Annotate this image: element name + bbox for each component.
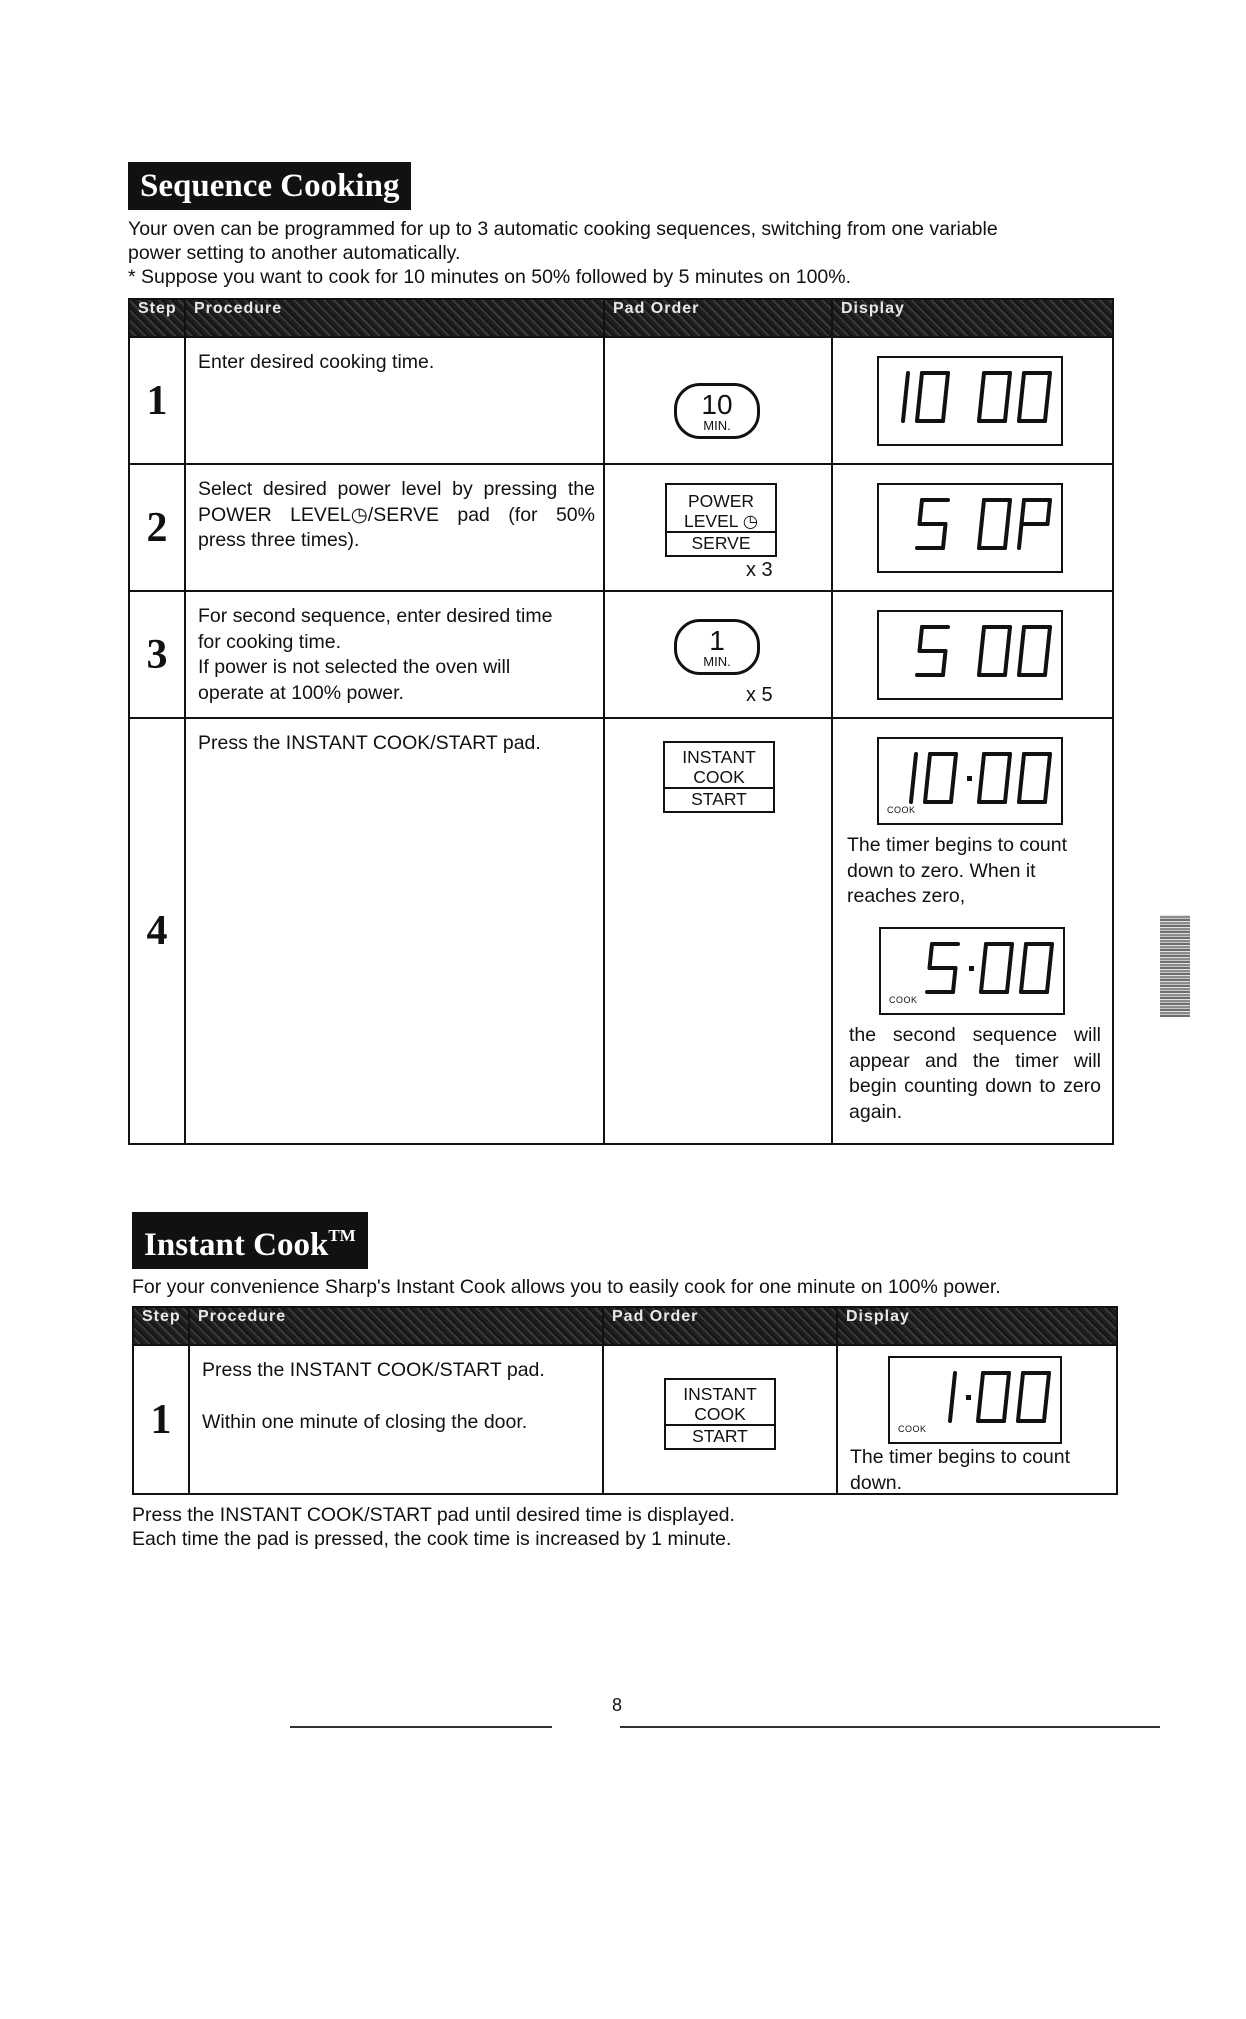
instant-steps-table: [132, 1306, 1118, 1495]
bottom-rule-right: [620, 1726, 1160, 1728]
lcd-digits: [879, 358, 1061, 444]
pad-line: POWER: [687, 491, 755, 511]
pad-line: LEVEL ◷: [667, 511, 775, 533]
pad-order-cell: [604, 591, 832, 718]
pad-line: INSTANT: [682, 747, 756, 767]
lcd-digit: [979, 754, 1010, 802]
instant-intro: For your convenience Sharp's Instant Cook allows you to easily cook for one minute on 100% power.: [132, 1276, 1001, 1298]
sequence-table-header: [129, 299, 1113, 337]
pad-big-label: 1: [709, 625, 725, 656]
lcd-digit: [978, 1373, 1009, 1421]
step-number: 4: [129, 718, 185, 1144]
table-row: [129, 718, 1113, 1144]
lcd-digit: [1018, 1373, 1049, 1421]
display-cell: [832, 464, 1113, 591]
display-note: The timer begins to count down.: [850, 1446, 1071, 1494]
instant-footer-line-1: Press the INSTANT COOK/START pad until desired time is displayed.: [132, 1504, 735, 1526]
procedure-line: operate at 100% power.: [198, 681, 404, 704]
sequence-steps-table: [128, 298, 1114, 1145]
step-procedure: Select desired power level by pressing the POWER LEVEL◷/SERVE pad (for 50% press three times).: [185, 464, 604, 591]
pad-line: INSTANT: [683, 1384, 757, 1404]
instant-cook-title: [132, 1212, 368, 1269]
procedure-line: Within one minute of closing the door.: [202, 1410, 528, 1433]
ten-min-pad: [674, 383, 760, 439]
step-procedure: [189, 1345, 603, 1494]
cook-indicator: COOK: [898, 1424, 927, 1434]
lcd-digit: [903, 373, 908, 421]
lcd-display: [877, 483, 1063, 573]
lcd-display: [888, 1356, 1062, 1444]
page-number: 8: [612, 1695, 623, 1715]
pad-small-label: MIN.: [703, 654, 731, 669]
procedure-line: For second sequence, enter desired time: [198, 605, 553, 627]
lcd-colon: [966, 1395, 971, 1400]
pad-order-cell: [603, 1345, 837, 1494]
lcd-digit: [1019, 754, 1050, 802]
lcd-digit: [981, 944, 1012, 992]
step-number: 2: [129, 464, 185, 591]
pad-line: SERVE: [691, 533, 751, 553]
pad-line: START: [691, 789, 747, 809]
lcd-digit: [917, 373, 948, 421]
header-display: Display: [837, 1307, 1117, 1345]
step-number: 1: [129, 337, 185, 464]
pad-line: COOK: [666, 1404, 774, 1426]
header-procedure: Procedure: [185, 299, 604, 337]
header-step: Step: [133, 1307, 189, 1345]
lcd-digit: [1021, 944, 1052, 992]
pad-order-cell: [604, 464, 832, 591]
instant-cook-title-text: Instant Cook: [144, 1227, 329, 1263]
header-procedure: Procedure: [189, 1307, 603, 1345]
lcd-digit: [979, 373, 1010, 421]
table-row: [129, 337, 1113, 464]
step-procedure: Enter desired cooking time.: [185, 337, 604, 464]
display-cell: [832, 591, 1113, 718]
lcd-digit: [911, 754, 916, 802]
lcd-digit: [917, 500, 948, 548]
lcd-digit: [1019, 627, 1050, 675]
lcd-digit: [979, 627, 1010, 675]
lcd-display: [877, 610, 1063, 700]
lcd-digit: [1019, 500, 1050, 548]
display-cell: [837, 1345, 1117, 1494]
procedure-line: Press the INSTANT COOK/START pad.: [202, 1359, 545, 1381]
sequence-intro: [128, 217, 1128, 289]
one-min-pad: [674, 619, 760, 675]
lcd-digits: [879, 485, 1061, 571]
step-procedure: [185, 591, 604, 718]
lcd-digit: [917, 627, 948, 675]
pad-small-label: MIN.: [703, 418, 731, 433]
instant-footer-line-2: Each time the pad is pressed, the cook time is increased by 1 minute.: [132, 1528, 732, 1550]
display-note: the second sequence will appear and the timer will begin counting down to zero again.: [849, 1024, 1101, 1123]
step-number: 3: [129, 591, 185, 718]
lcd-digit: [950, 1373, 955, 1421]
header-step: Step: [129, 299, 185, 337]
sequence-intro-line-2: power setting to another automatically.: [128, 242, 461, 264]
display-cell: [832, 718, 1113, 1144]
header-pad-order: Pad Order: [603, 1307, 837, 1345]
header-display: Display: [832, 299, 1113, 337]
pad-line: COOK: [665, 767, 773, 789]
display-cell: [832, 337, 1113, 464]
lcd-display: [879, 927, 1065, 1015]
pad-big-label: 10: [701, 389, 733, 420]
lcd-display: [877, 356, 1063, 446]
header-pad-order: Pad Order: [604, 299, 832, 337]
procedure-line: for cooking time.: [198, 630, 342, 653]
instant-cook-start-pad: [663, 741, 775, 813]
table-row: [133, 1345, 1117, 1494]
press-count: x 3: [746, 559, 773, 581]
power-level-serve-pad: [665, 483, 777, 557]
sequence-example: * Suppose you want to cook for 10 minutes on 50% followed by 5 minutes on 100%.: [128, 266, 852, 288]
pad-order-cell: [604, 337, 832, 464]
lcd-display: [877, 737, 1063, 825]
sequence-cooking-title: Sequence Cooking: [128, 162, 411, 210]
cook-indicator: COOK: [889, 995, 918, 1005]
instant-footer: [132, 1503, 735, 1551]
lcd-digit: [1019, 373, 1050, 421]
table-row: [129, 464, 1113, 591]
lcd-digit: [925, 754, 956, 802]
pad-line: START: [692, 1426, 748, 1446]
bottom-rule-left: [290, 1726, 552, 1728]
press-count: x 5: [746, 684, 773, 706]
table-row: [129, 591, 1113, 718]
instant-table-header: [133, 1307, 1117, 1345]
lcd-digit: [979, 500, 1010, 548]
step-procedure: Press the INSTANT COOK/START pad.: [185, 718, 604, 1144]
cook-indicator: COOK: [887, 805, 916, 815]
lcd-digits: [879, 612, 1061, 698]
lcd-colon: [967, 776, 972, 781]
trademark: TM: [328, 1226, 356, 1245]
scan-mark: [1160, 915, 1190, 1017]
sequence-intro-line-1: Your oven can be programmed for up to 3 automatic cooking sequences, switching from one variable: [128, 218, 998, 240]
lcd-digit: [927, 944, 958, 992]
procedure-line: If power is not selected the oven will: [198, 656, 511, 678]
lcd-colon: [969, 966, 974, 971]
display-note: The timer begins to count down to zero. When it reaches zero,: [847, 834, 1068, 907]
pad-order-cell: [604, 718, 832, 1144]
instant-cook-start-pad: [664, 1378, 776, 1450]
step-number: 1: [133, 1345, 189, 1494]
